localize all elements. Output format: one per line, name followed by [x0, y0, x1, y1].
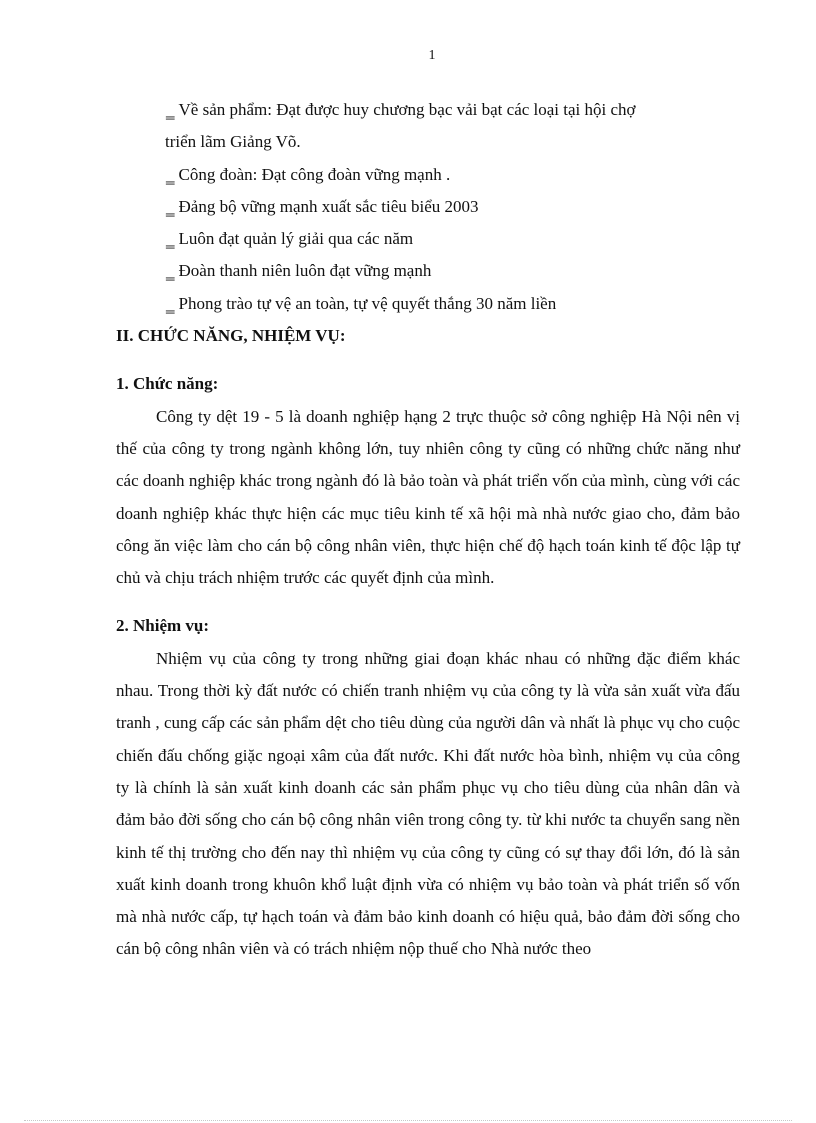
duties-paragraph: Nhiệm vụ của công ty trong những giai đoạn khác nhau có những đặc điểm khác nhau. Trong thời kỳ đất nước có chiến tranh nhiệm vụ của công ty là vừa sản xuất vừa đấu tranh , cung cấp các sản phẩm dệt cho tiêu dùng của người dân và nhất là phục vụ cho cuộc chiến đấu chống giặc ngoại xâm của đất nước. Khi đất nước hòa bình, nhiệm vụ của công ty là chính là sản xuất kinh doanh các sản phẩm phục vụ cho tiêu dùng của nhân dân và đảm bảo đời sống cho cán bộ công nhân viên trong công ty. từ khi nước ta chuyển sang nền kinh tế thị trường cho đến nay thì nhiệm vụ của công ty cũng có sự thay đổi lớn, đó là sản xuất kinh doanh trong khuôn khổ luật định vừa có nhiệm vụ bảo toàn và phát triển số vốn mà nhà nước cấp, tự hạch toán và đảm bảo kinh doanh có hiệu quả, bảo đảm đời sống cho cán bộ công nhân viên và có trách nhiệm nộp thuế cho Nhà nước theo [116, 648, 740, 959]
bullet-continuation: triển lãm Giảng Võ. [165, 132, 301, 152]
bullet-item [116, 191, 740, 223]
duties-heading: 2. Nhiệm vụ: [116, 616, 210, 636]
dash-icon: ‗ [166, 293, 175, 313]
bullet-text: Về sản phẩm: Đạt được huy chương bạc vải bạt các loại tại hội chợ [178, 100, 636, 119]
bullet-text: Luôn đạt quản lý giải qua các năm [178, 229, 414, 249]
bullet-text: Công đoàn: Đạt công đoàn vững mạnh . [178, 164, 451, 184]
bullet-item [116, 223, 740, 255]
section-heading: II. CHỨC NĂNG, NHIỆM VỤ: [116, 326, 346, 346]
bullet-text: Đảng bộ vững mạnh xuất sắc tiêu biểu 2003 [178, 196, 479, 216]
bullet-item [116, 94, 740, 126]
bullet-text: Phong trào tự vệ an toàn, tự vệ quyết thắng 30 năm liền [178, 293, 557, 313]
bullet-item [116, 255, 740, 287]
document-body [116, 94, 740, 966]
functions-paragraph: Công ty dệt 19 - 5 là doanh nghiệp hạng 2 trực thuộc sở công nghiệp Hà Nội nên vị thế của công ty trong ngành không lớn, tuy nhiên công ty cũng có những chức năng như các doanh nghiệp khác trong ngành đó là bảo toàn và phát triển vốn của mình, cùng với các doanh nghiệp khác thực hiện các mục tiêu kinh tế xã hội mà nhà nước giao cho, đảm bảo công ăn việc làm cho cán bộ công nhân viên, thực hiện chế độ hạch toán kinh tế độc lập tự chủ và chịu trách nhiệm trước các quyết định của mình. [116, 406, 740, 588]
bullet-item [116, 159, 740, 191]
dash-icon: ‗ [166, 261, 175, 281]
functions-heading: 1. Chức năng: [116, 374, 219, 394]
dash-icon: ‗ [166, 100, 175, 119]
page-bottom-divider [24, 1120, 792, 1121]
dash-icon: ‗ [166, 229, 175, 249]
bullet-item [116, 288, 740, 320]
dash-icon: ‗ [166, 164, 175, 184]
dash-icon: ‗ [166, 196, 175, 216]
bullet-text: Đoàn thanh niên luôn đạt vững mạnh [178, 261, 432, 281]
page-number: 1 [428, 48, 436, 63]
